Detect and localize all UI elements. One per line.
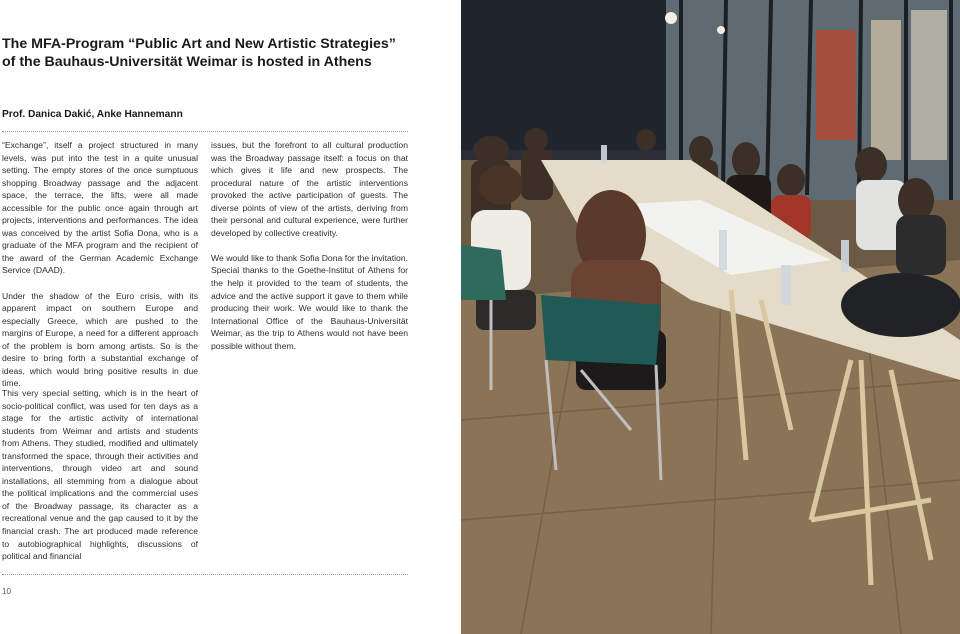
title-line-1: The MFA-Program “Public Art and New Artistic Strategies” (2, 36, 396, 52)
text-column-right (211, 139, 408, 352)
paragraph: issues, but the forefront to all cultural production was the Broadway passage itself: a focus on that which gives it life and new prospects. The procedural nature of the artistic interventions provoked the active participation of guests. The diverse points of view of the artists, deriving from their personal and cultural experience, were further developed by collective creativity. (211, 140, 408, 238)
paragraph: We would like to thank Sofia Dona for the invitation. Special thanks to the Goethe-Institut of Athens for the help it provided to the team of students, the advice and the active support it gave to them while producing their work. We would like to thank the International Office of the Bauhaus-Universität Weimar, as the trip to Athens would not have been possible without them. (211, 252, 408, 351)
workshop-photo (461, 0, 960, 634)
bottom-divider (2, 574, 408, 575)
workshop-photo-illustration (461, 0, 960, 634)
paragraph: Under the shadow of the Euro crisis, with its apparent impact on southern Europe and especially Greece, which are pushed to the margins of Europe, a need for a different approach of the problem is born among artists. So is the desire to bring forth a substantial exchange of ideas, which would bring positive results in due time. (2, 290, 198, 389)
page-number: 10 (2, 587, 11, 596)
authors-line: Prof. Danica Dakić, Anke Hannemann (2, 109, 183, 120)
top-divider (2, 131, 408, 132)
article-title (2, 36, 452, 71)
text-column-left-top (2, 139, 198, 390)
title-line-2: of the Bauhaus-Universität Weimar is hosted in Athens (2, 53, 372, 70)
text-column-left-bottom (2, 387, 198, 563)
paragraph: This very special setting, which is in the heart of socio-political conflict, was used for ten days as a stage for the artistic activity of international students from Weimar and artists and students from Athens. They studied, modified and ultimately transformed the space, through their activities and interventions, through video art and sound installations, all stemming from a dialogue about the political implications and the commercial uses of the Broadway passage, its character as a recreational venue and the gap caused to it by the financial crash. The art produced made reference to autobiographical highlights, discussions of political and financial (2, 388, 198, 562)
paragraph: “Exchange”, itself a project structured in many levels, was put into the test in a quite unusual setting. The empty stores of the once sumptuous shopping Broadway passage and the adjacent space, the terrace, the lifts, were all made accessible for the public once again through art projects, interventions and performances. The idea was conceived by the artist Sofia Dona, who is a graduate of the MFA program and the recipient of the award of the German Academic Exchange Service (DAAD). (2, 140, 198, 276)
